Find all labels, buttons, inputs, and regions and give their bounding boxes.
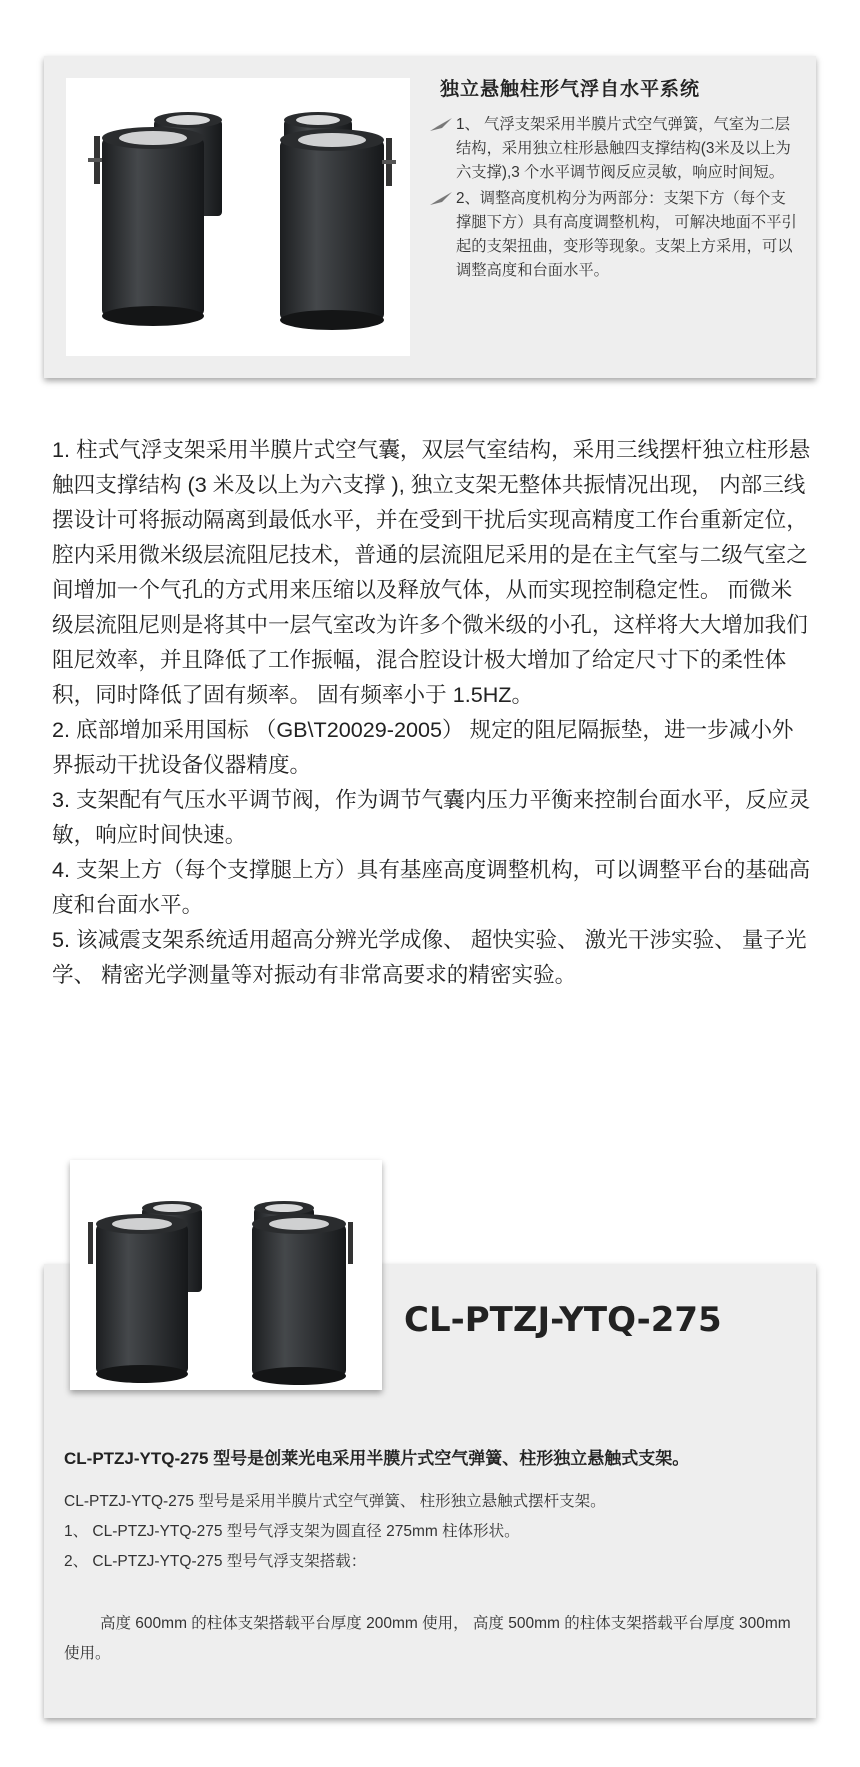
description-paragraph: 4. 支架上方（每个支撑腿上方）具有基座高度调整机构，可以调整平台的基础高度和台面水平。: [52, 857, 811, 917]
feature-item: [428, 113, 798, 185]
spec-paragraph: 高度 600mm 的柱体支架搭载平台厚度 200mm 使用， 高度 500mm 的柱体支架搭载平台厚度 300mm 使用。: [64, 1615, 791, 1662]
arrow-bullet-icon: [430, 192, 452, 206]
feature-item: [428, 187, 798, 283]
description-paragraph: 3. 支架配有气压水平调节阀，作为调节气囊内压力平衡来控制台面水平，反应灵敏，响应时间快速。: [52, 787, 811, 847]
model-number: CL-PTZJ-YTQ-275: [404, 1300, 722, 1340]
product-card-top: [44, 56, 816, 378]
feature-text: 2、调整高度机构分为两部分：支架下方（每个支撑腿下方）具有高度调整机构， 可解决地面不平引起的支架扭曲，变形等现象。支架上方采用，可以调整高度和台面水平。: [456, 190, 797, 279]
description-paragraph: 2. 底部增加采用国标 （GB\T20029-2005） 规定的阻尼隔振垫，进一步减小外界振动干扰设备仪器精度。: [52, 717, 794, 777]
description-paragraph: 1. 柱式气浮支架采用半膜片式空气囊，双层气室结构，采用三线摆杆独立柱形悬触四支撑结构 (3 米及以上为六支撑 ), 独立支架无整体共振情况出现， 内部三线摆设计可将振动隔离到最低水平，并在受到干扰后实现高精度工作台重新定位，腔内采用微米级层流阻尼技术，普通的层流阻尼采用的是在主气室与二级气室之间增加一个气孔的方式用来压缩以及释放气体，从而实现控制稳定性。 而微米级层流阻尼则是将其中一层气室改为许多个微米级的小孔，这样将大大增加我们阻尼效率，并且降低了工作振幅，混合腔设计极大增加了给定尺寸下的柔性体积，同时降低了固有频率。 固有频率小于 1.5HZ。: [52, 437, 811, 707]
feature-text: 1、 气浮支架采用半膜片式空气弹簧，气室为二层结构，采用独立柱形悬触四支撑结构(3米及以上为六支撑),3 个水平调节阀反应灵敏，响应时间短。: [456, 116, 791, 181]
product-image-top: [66, 78, 410, 356]
air-spring-supports-image: [66, 78, 410, 356]
product-headline: CL-PTZJ-YTQ-275 型号是创莱光电采用半膜片式空气弹簧、柱形独立悬触式支架。: [64, 1449, 690, 1468]
card-title: 独立悬触柱形气浮自水平系统: [440, 79, 701, 100]
air-spring-supports-image: [70, 1160, 382, 1390]
description-body: [52, 432, 812, 992]
arrow-bullet-icon: [430, 118, 452, 132]
description-paragraph: 5. 该减震支架系统适用超高分辨光学成像、 超快实验、 激光干涉实验、 量子光学、 精密光学测量等对振动有非常高要求的精密实验。: [52, 927, 807, 987]
spec-line: 1、 CL-PTZJ-YTQ-275 型号气浮支架为圆直径 275mm 柱体形状。: [64, 1523, 520, 1540]
spec-line: CL-PTZJ-YTQ-275 型号是采用半膜片式空气弹簧、 柱形独立悬触式摆杆支架。: [64, 1493, 606, 1510]
product-image-bottom: [70, 1160, 382, 1390]
spec-line: 2、 CL-PTZJ-YTQ-275 型号气浮支架搭载：: [64, 1553, 367, 1570]
